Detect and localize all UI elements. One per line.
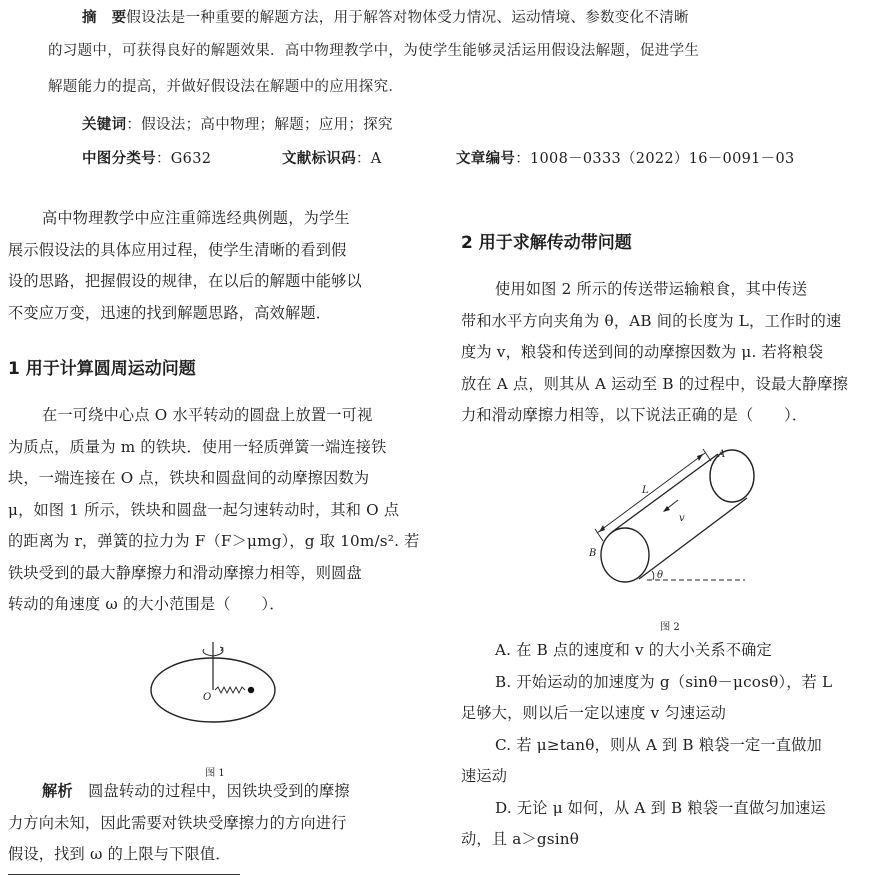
option-c-cont: 速运动: [461, 767, 508, 785]
doc-label: 文献标识码: [282, 151, 356, 167]
analysis-line: [8, 776, 425, 808]
intro-paragraph: [8, 203, 425, 329]
fig2-label-v: v: [679, 513, 685, 524]
figure-2-conveyor: [575, 438, 775, 596]
clc-code: [82, 144, 211, 174]
body-line: 度为 v，粮袋和传送到间的动摩擦因数为 μ. 若将粮袋: [461, 343, 824, 361]
abstract-line-3: 解题能力的提高，并做好假设法在解题中的应用探究．: [48, 79, 404, 95]
belt-bottom: [639, 498, 747, 579]
keywords-label: 关键词: [82, 117, 127, 133]
clc-label: 中图分类号: [82, 151, 156, 167]
body-line: 块，一端连接在 O 点，铁块和圆盘间的动摩擦因数为: [8, 469, 370, 487]
option-a: A. 在 B 点的速度和 v 的大小关系不确定: [495, 641, 772, 659]
article-label: 文章编号: [456, 151, 516, 167]
analysis-line: 假设，找到 ω 的上限与下限值．: [8, 845, 231, 863]
fig1-label-o: O: [203, 692, 212, 703]
figure-2-caption: 图 2: [660, 622, 680, 633]
fig2-label-theta: θ: [657, 570, 664, 581]
article-value: ：1008－0333（2022）16－0091－03: [515, 151, 795, 167]
iron-block: [248, 687, 254, 693]
body-line: 带和水平方向夹角为 θ，AB 间的长度为 L，工作时的速: [461, 311, 842, 330]
pulley-a: [710, 450, 754, 502]
analysis-paragraph: [8, 776, 425, 871]
body-line: 放在 A 点，则其从 A 运动至 B 的过程中，设最大静摩擦: [461, 374, 848, 393]
section-1-title: 1 用于计算圆周运动问题: [8, 359, 196, 379]
body-line: μ，如图 1 所示，铁块和圆盘一起匀速转动时，其和 O 点: [8, 500, 400, 519]
fig2-label-a: A: [718, 449, 726, 460]
option-d-cont: 动，且 a＞gsinθ: [461, 830, 580, 848]
body-line: 为质点，质量为 m 的铁块．使用一轻质弹簧一端连接铁: [8, 437, 387, 456]
body-line: 在一可绕中心点 O 水平转动的圆盘上放置一可视: [42, 406, 373, 424]
doc-code: [282, 144, 382, 174]
doc-value: ：A: [356, 151, 382, 167]
answer-options: [461, 635, 879, 856]
intro-line: 设的思路，把握假设的规律，在以后的解题中能够以: [8, 272, 362, 290]
intro-line: 高中物理教学中应注重筛选经典例题，为学生: [42, 209, 350, 227]
length-dimension-line: [597, 453, 705, 533]
option-c: C. 若 μ≥tanθ，则从 A 到 B 粮袋一定一直做加: [495, 735, 822, 754]
body-line: 铁块受到的最大静摩擦力和滑动摩擦力相等，则圆盘: [8, 563, 362, 582]
section-2-title: 2 用于求解传动带问题: [461, 233, 632, 253]
figure-1-disk: [140, 638, 300, 738]
section-1-body: [8, 400, 425, 621]
body-line: 转动的角速度 ω 的大小范围是（ ）．: [8, 595, 285, 613]
angle-arc: [652, 571, 654, 580]
analysis-text: 圆盘转动的过程中，因铁块受到的摩擦: [72, 782, 350, 800]
option-b-cont: 足够大，则以后一定以速度 v 匀速运动: [461, 704, 727, 722]
body-line: 使用如图 2 所示的传送带运输粮食，其中传送: [495, 280, 808, 298]
abstract-line-1: [82, 3, 689, 33]
abstract-line-2: 的习题中，可获得良好的解题效果．高中物理教学中，为使学生能够灵活运用假设法解题，促进学生: [48, 43, 700, 59]
abstract-label: 摘 要: [82, 10, 127, 26]
belt-top: [612, 454, 718, 532]
fig2-label-l: L: [642, 485, 649, 496]
analysis-line: 力方向未知，因此需要对铁块受摩擦力的方向进行: [8, 813, 347, 832]
option-b: B. 开始运动的加速度为 g（sinθ－μcosθ），若 L: [495, 672, 833, 691]
figure-1-caption: 图 1: [205, 768, 225, 779]
section-2-body: [461, 274, 879, 432]
option-d: D. 无论 μ 如何，从 A 到 B 粮袋一直做匀加速运: [495, 798, 826, 817]
body-line: 力和滑动摩擦力相等，以下说法正确的是（ ）．: [461, 406, 808, 424]
keywords: [82, 110, 393, 140]
fig2-label-b: B: [589, 548, 597, 559]
article-number: [456, 144, 795, 174]
keywords-text: ：假设法；高中物理；解题；应用；探究: [126, 117, 393, 133]
footnote-rule: [8, 874, 240, 875]
clc-value: ：G632: [156, 151, 212, 167]
spring-icon: [215, 687, 245, 693]
intro-line: 展示假设法的具体应用过程，使学生清晰的看到假: [8, 240, 347, 259]
abstract-text-1: 假设法是一种重要的解题方法，用于解答对物体受力情况、运动情境、参数变化不清晰: [126, 10, 689, 26]
pulley-b: [601, 528, 649, 582]
body-line: 的距离为 r，弹簧的拉力为 F（F＞μmg），g 取 10m/s². 若: [8, 532, 420, 550]
analysis-label: 解析: [42, 782, 73, 800]
intro-line: 不变应万变，迅速的找到解题思路，高效解题．: [8, 303, 332, 322]
